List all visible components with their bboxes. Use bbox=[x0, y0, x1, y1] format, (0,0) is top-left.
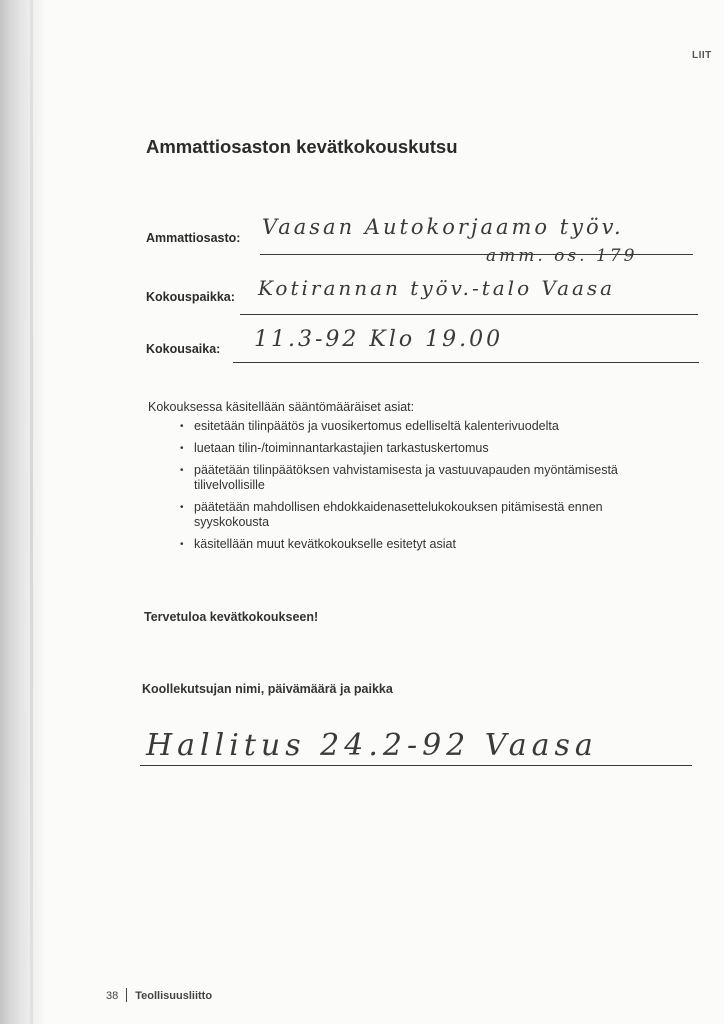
agenda-list bbox=[180, 419, 650, 559]
page-binding-edge bbox=[0, 0, 46, 1024]
footer-separator bbox=[126, 988, 127, 1002]
corner-tag: LIIT bbox=[692, 50, 712, 61]
ammattiosasto-value: Vaasan Autokorjaamo työv. bbox=[262, 215, 624, 239]
convener-line bbox=[140, 765, 692, 766]
convener-label: Koollekutsujan nimi, päivämäärä ja paikka bbox=[142, 682, 393, 696]
kokouspaikka-label: Kokouspaikka: bbox=[146, 290, 235, 304]
page-number: 38 bbox=[106, 990, 119, 1002]
footer-brand: Teollisuusliitto bbox=[135, 990, 213, 1002]
agenda-item: • käsitellään muut kevätkokoukselle esitetyt asiat bbox=[180, 537, 650, 552]
kokouspaikka-line bbox=[240, 314, 698, 315]
kokousaika-line bbox=[233, 362, 699, 363]
welcome-text: Tervetuloa kevätkokoukseen! bbox=[144, 610, 319, 624]
agenda-item: • päätetään mahdollisen ehdokkaidenasettelukokouksen pitämisestä ennen syyskokousta bbox=[180, 500, 650, 530]
kokousaika-label: Kokousaika: bbox=[146, 342, 221, 356]
agenda-item: • esitetään tilinpäätös ja vuosikertomus edelliseltä kalenterivuodelta bbox=[180, 419, 650, 434]
ammattiosasto-value-cont: amm. os. 179 bbox=[486, 246, 638, 266]
page-footer bbox=[106, 988, 212, 1002]
agenda-item: • päätetään tilinpäätöksen vahvistamisesta ja vastuuvapauden myöntämisestä tilivelvollisille bbox=[180, 463, 650, 493]
ammattiosasto-label: Ammattiosasto: bbox=[146, 231, 241, 245]
form-title: Ammattiosaston kevätkokouskutsu bbox=[146, 136, 458, 157]
kokousaika-value: 11.3-92 Klo 19.00 bbox=[254, 327, 504, 352]
agenda-item: • luetaan tilin-/toiminnantarkastajien tarkastuskertomus bbox=[180, 441, 650, 456]
kokouspaikka-value: Kotirannan työv.-talo Vaasa bbox=[258, 276, 616, 300]
agenda-intro: Kokouksessa käsitellään sääntömääräiset asiat: bbox=[148, 400, 415, 414]
convener-value: Hallitus 24.2-92 Vaasa bbox=[146, 728, 598, 763]
